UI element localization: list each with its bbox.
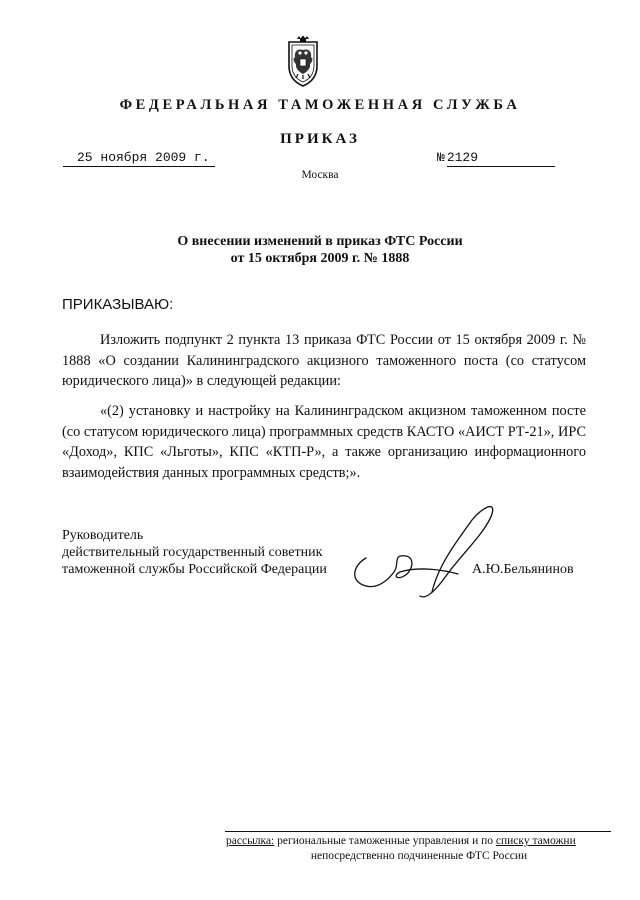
order-subject — [0, 233, 640, 267]
handwritten-signature — [346, 496, 516, 606]
signatory-title-line-1: Руководитель — [62, 528, 144, 543]
signatory-name: А.Ю.Бельянинов — [472, 562, 574, 577]
order-number-label: № — [437, 150, 445, 165]
subject-line-2: от 15 октября 2009 г. № 1888 — [230, 251, 410, 266]
distribution-link: списку таможни — [495, 835, 576, 847]
russian-coat-of-arms-icon — [283, 36, 323, 88]
body-paragraph-1: Изложить подпункт 2 пункта 13 приказа ФТС России от 15 октября 2009 г. № 1888 «О создании Калининградского акцизного таможенного поста (со статусом юридического лица)» в следующей редакции: — [62, 332, 586, 389]
order-number-value: 2129 — [447, 150, 555, 167]
distribution-text: региональные таможенные управления и по — [274, 835, 496, 847]
body-paragraph-2: «(2) установку и настройку на Калининградском акцизном таможенном посте (со статусом юридического лица) программных средств КАСТО «АИСТ РТ-21», ИРС «Доход», КПС «Льготы», КПС «КТП-Р», а также организацию информационного взаимодействия данных программных средств;». — [62, 403, 586, 481]
signatory-title — [62, 527, 327, 578]
order-number — [437, 150, 555, 167]
order-city: Москва — [301, 169, 339, 181]
distribution-prefix: рассылка: — [226, 835, 275, 847]
signatory-title-line-2: действительный государственный советник — [62, 545, 323, 560]
document-type: ПРИКАЗ — [280, 131, 360, 147]
distribution-line-1 — [226, 834, 612, 848]
distribution-divider — [225, 831, 611, 832]
order-date: 25 ноября 2009 г. — [63, 150, 215, 167]
agency-name: ФЕДЕРАЛЬНАЯ ТАМОЖЕННАЯ СЛУЖБА — [119, 97, 521, 113]
order-verb: ПРИКАЗЫВАЮ: — [62, 296, 174, 313]
subject-line-1: О внесении изменений в приказ ФТС России — [177, 234, 463, 249]
distribution-line-2: непосредственно подчиненные ФТС России — [310, 850, 528, 862]
signatory-title-line-3: таможенной службы Российской Федерации — [62, 562, 327, 577]
